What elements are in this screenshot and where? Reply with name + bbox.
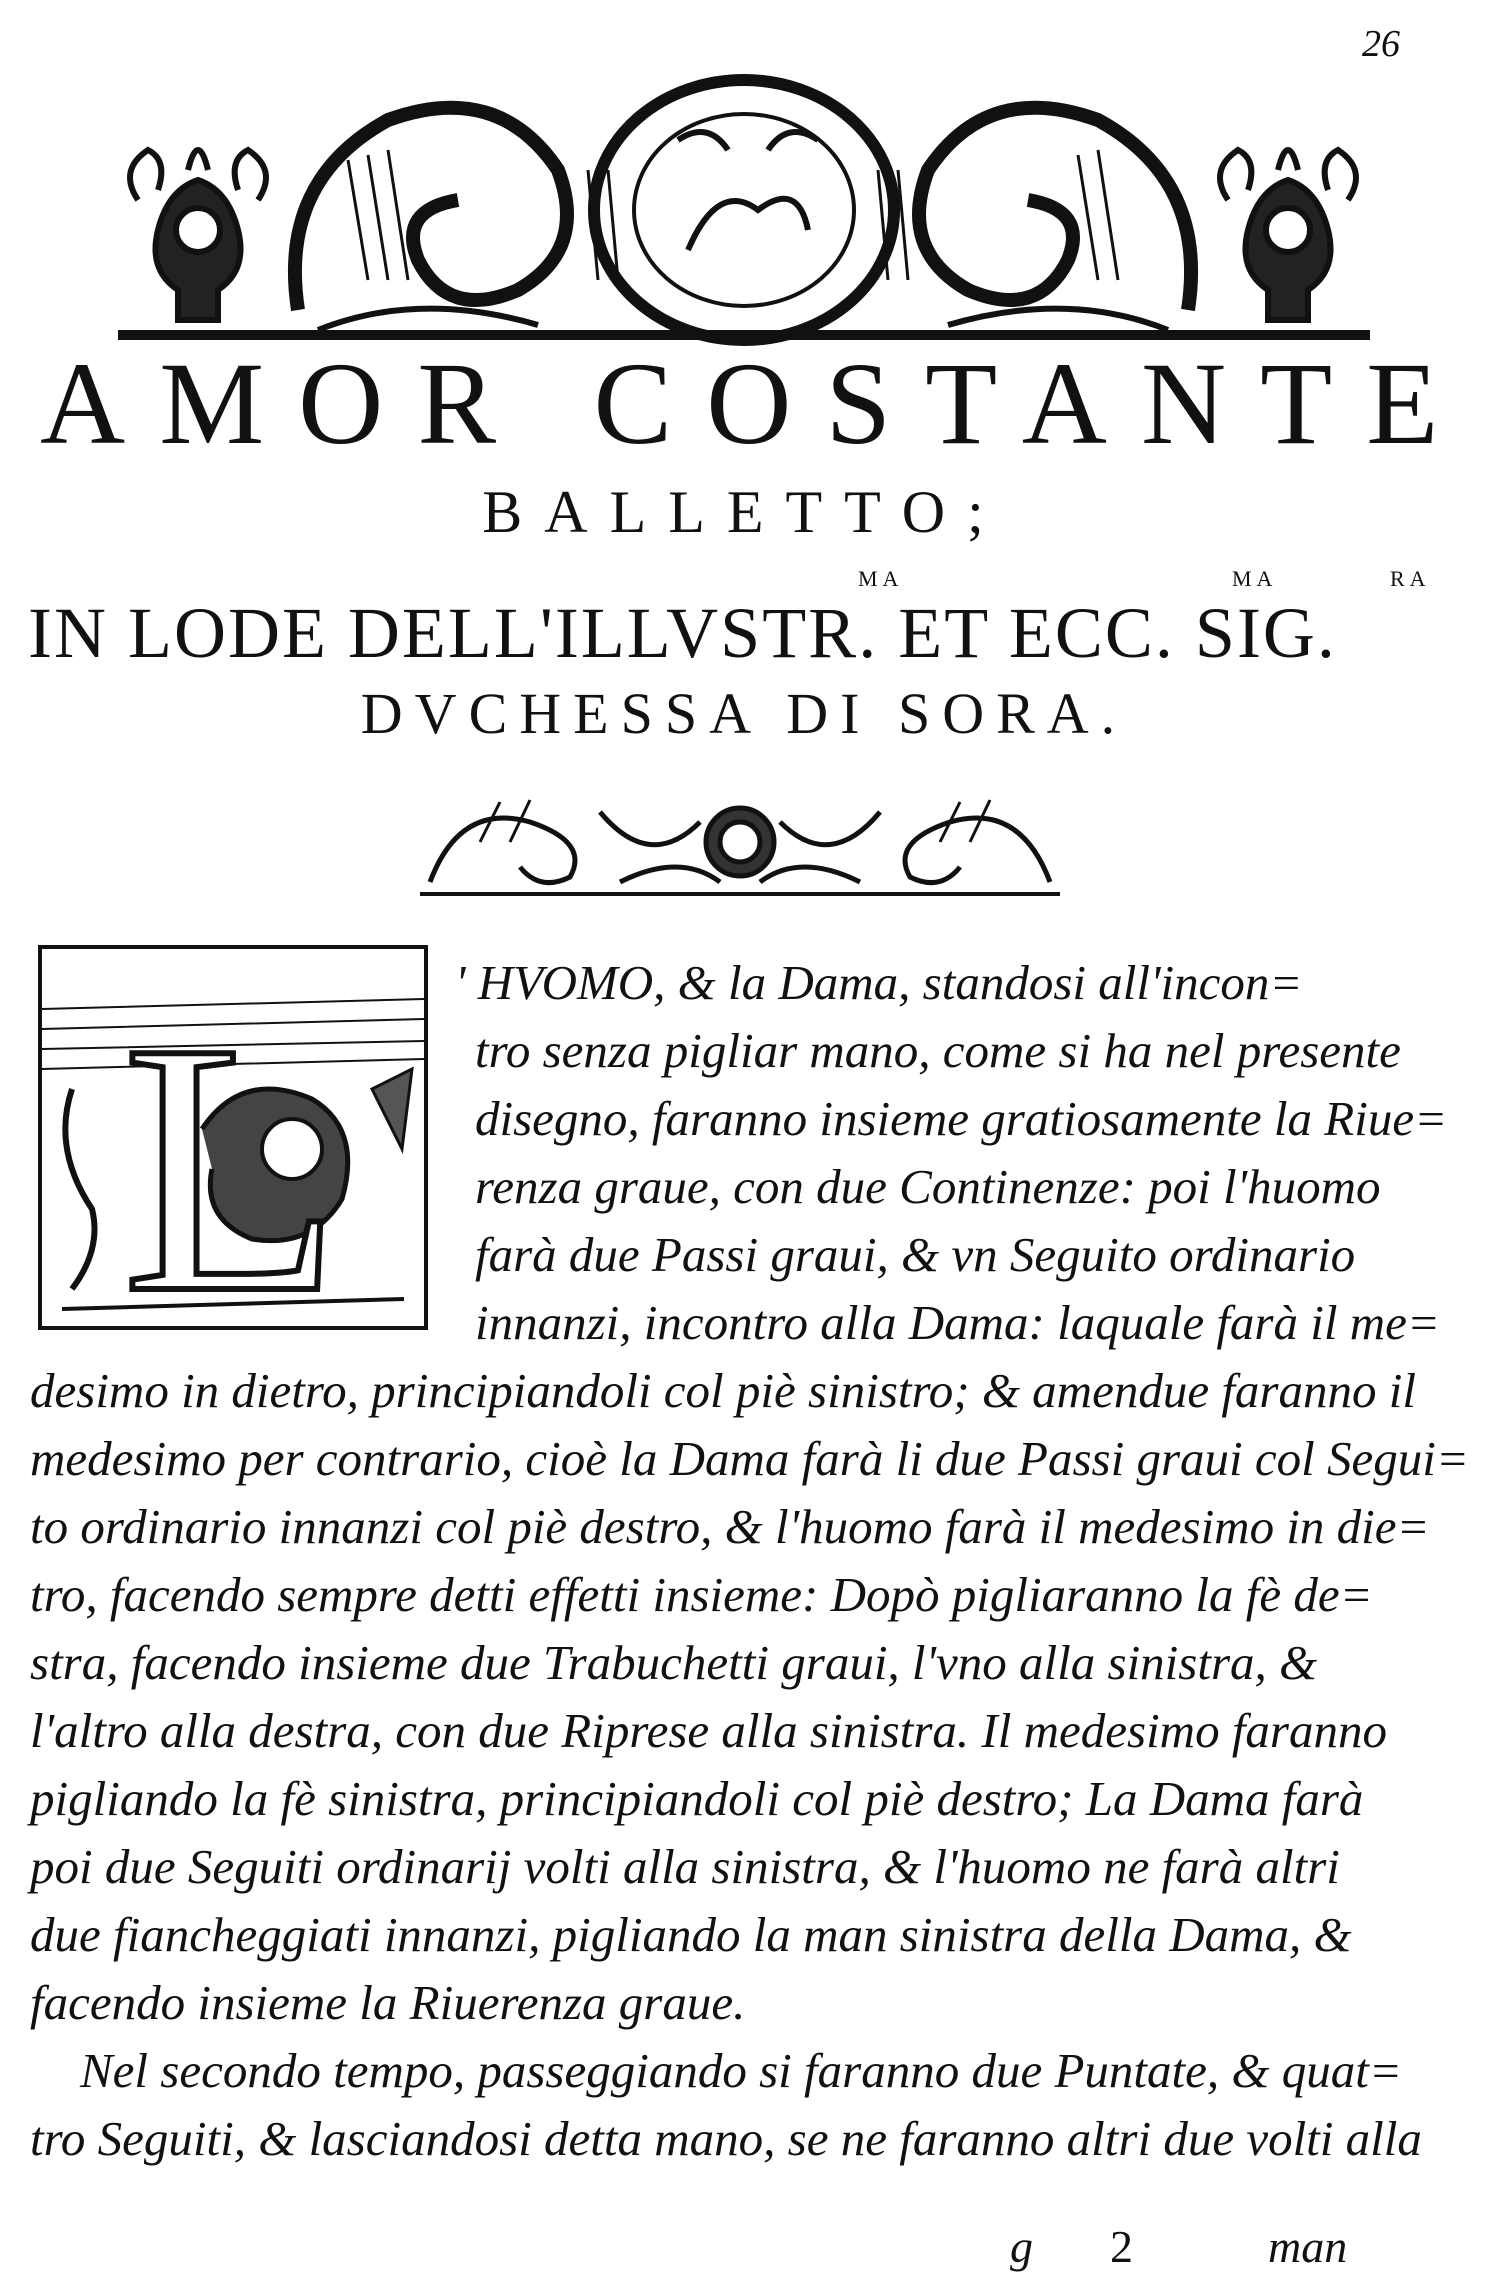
text-line: stra, facendo insieme due Trabuchetti graui, l'vno alla sinistra, & [30, 1635, 1318, 1690]
text-line: medesimo per contrario, cioè la Dama farà li due Passi graui col Segui= [30, 1431, 1469, 1486]
drop-cap-letter: L [122, 968, 342, 1326]
text-line: due fiancheggiati innanzi, pigliando la man sinistra della Dama, & [30, 1907, 1352, 1962]
text-line: facendo insieme la Riuerenza graue. [30, 1975, 746, 2030]
catchword: man [1268, 2221, 1348, 2272]
subtitle: BALLETTO; [482, 479, 1006, 545]
page-title: AMOR COSTANTE [40, 338, 1473, 469]
page-number: 26 [1362, 23, 1400, 65]
decorative-headpiece [118, 60, 1370, 360]
text-line: poi due Seguiti ordinarij volti alla sinistra, & l'huomo ne farà altri [30, 1839, 1340, 1894]
text-line: disegno, faranno insieme gratiosamente la Riue= [475, 1091, 1448, 1146]
text-line: desimo in dietro, principiandoli col piè sinistro; & amendue faranno il [30, 1363, 1416, 1418]
superscript-ma-2: MA [1232, 566, 1278, 591]
text-line: l'altro alla destra, con due Riprese alla sinistra. Il medesimo faranno [30, 1703, 1387, 1758]
text-line: farà due Passi graui, & vn Seguito ordinario [475, 1227, 1356, 1282]
signature-mark: g [1010, 2221, 1033, 2272]
text-line: tro, facendo sempre detti effetti insieme: Dopò pigliaranno la fè de= [30, 1567, 1373, 1622]
duchess-line: DVCHESSA DI SORA. [360, 681, 1128, 746]
drop-cap-illustration [42, 949, 424, 1326]
text-line: renza graue, con due Continenze: poi l'huomo [475, 1159, 1381, 1214]
text-line: to ordinario innanzi col piè destro, & l'huomo farà il medesimo in die= [30, 1499, 1430, 1554]
drop-cap-initial [38, 945, 428, 1330]
text-line: innanzi, incontro alla Dama: laquale farà il me= [475, 1295, 1440, 1350]
text-line: tro Seguiti, & lasciandosi detta mano, se ne faranno altri due volti alla [30, 2111, 1422, 2166]
signature-number: 2 [1110, 2221, 1133, 2272]
superscript-ra: RA [1390, 566, 1431, 591]
text-line: pigliando la fè sinistra, principiandoli col piè destro; La Dama farà [30, 1771, 1364, 1826]
text-line: ' HVOMO, & la Dama, standosi all'incon= [455, 955, 1303, 1010]
superscript-ma-1: MA [858, 566, 904, 591]
text-line: tro senza pigliar mano, come si ha nel presente [475, 1023, 1401, 1078]
ornamental-band [420, 782, 1060, 900]
text-line: Nel secondo tempo, passeggiando si faranno due Puntate, & quat= [80, 2043, 1402, 2098]
dedication-line: IN LODE DELL'ILLVSTR. ET ECC. SIG. [28, 593, 1337, 673]
